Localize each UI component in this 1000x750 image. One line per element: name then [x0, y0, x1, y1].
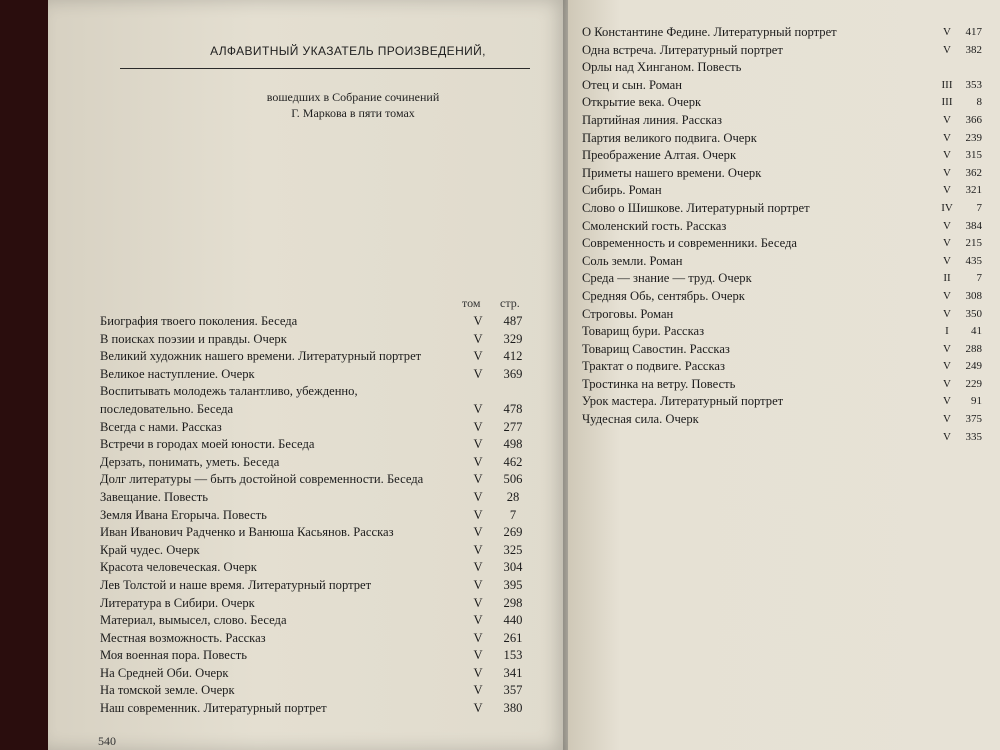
title-rule: [120, 68, 530, 69]
entry-page: 304: [503, 560, 523, 575]
entry-volume: V: [943, 342, 951, 355]
entry-title: Партийная линия. Рассказ: [582, 112, 722, 127]
entry-volume: V: [943, 237, 951, 250]
entry-title: Моя военная пора. Повесть: [100, 648, 248, 663]
entry-title: Долг литературы — быть достойной современности. Беседа: [100, 472, 424, 487]
index-entry: [100, 665, 523, 683]
entry-page: 261: [503, 630, 523, 645]
left-index-list: [100, 313, 523, 718]
entry-page: 487: [503, 314, 523, 328]
entry-volume: V: [473, 701, 483, 716]
right-index-list: [582, 24, 982, 446]
entry-page: 462: [503, 454, 523, 469]
index-entry: [582, 77, 982, 95]
entry-title: Лев Толстой и наше время. Литературный портрет: [100, 577, 372, 592]
index-entry: [100, 383, 523, 418]
entry-title: Соль земли. Роман: [582, 253, 683, 268]
entry-volume: V: [473, 613, 483, 628]
entry-volume: V: [473, 665, 483, 680]
entry-title: Строговы. Роман: [582, 306, 674, 321]
index-entry: [582, 42, 982, 60]
entry-page: 380: [503, 701, 523, 716]
index-title: АЛФАВИТНЫЙ УКАЗАТЕЛЬ ПРОИЗВЕДЕНИЙ,: [210, 44, 486, 58]
entry-title: Урок мастера. Литературный портрет: [582, 394, 784, 409]
entry-page: 498: [503, 437, 523, 452]
entry-title: На Средней Оби. Очерк: [100, 665, 229, 680]
entry-volume: V: [473, 683, 483, 698]
index-entry: [582, 24, 982, 42]
entry-page: 412: [503, 349, 523, 364]
entry-page: 366: [965, 113, 982, 126]
entry-page: 28: [506, 489, 520, 504]
entry-page: 8: [976, 96, 982, 109]
entry-page: 215: [965, 237, 982, 250]
entry-page: 239: [965, 131, 982, 144]
index-entry: [100, 595, 523, 613]
entry-page: 277: [503, 419, 523, 434]
entry-title: Дерзать, понимать, уметь. Беседа: [100, 454, 280, 469]
entry-title: О Константине Федине. Литературный портрет: [582, 25, 837, 39]
entry-volume: V: [943, 166, 951, 179]
entry-page: 382: [965, 43, 982, 56]
entry-page: 229: [965, 377, 982, 390]
entry-volume: V: [943, 149, 951, 162]
index-entry: [100, 612, 523, 630]
index-entry: [582, 270, 982, 288]
entry-title: Смоленский гость. Рассказ: [582, 218, 727, 233]
index-entry: [582, 94, 982, 112]
entry-page: 369: [503, 366, 523, 381]
entry-title: Средняя Обь, сентябрь. Очерк: [582, 288, 745, 303]
entry-page: 7: [976, 272, 982, 285]
entry-title: Красота человеческая. Очерк: [100, 560, 257, 575]
entry-volume: V: [943, 254, 951, 267]
entry-title: Иван Иванович Радченко и Ванюша Касьянов. Рассказ: [100, 525, 394, 540]
entry-volume: V: [473, 419, 483, 434]
index-entry: [100, 348, 523, 366]
entry-volume: V: [473, 331, 483, 346]
entry-volume: V: [473, 577, 483, 592]
entry-page: 298: [503, 595, 523, 610]
index-entry: [582, 341, 982, 359]
index-entry: [100, 630, 523, 648]
entry-page: 417: [965, 26, 982, 38]
index-entry: [582, 182, 982, 200]
index-entry: [582, 59, 982, 77]
entry-title: Всегда с нами. Рассказ: [100, 419, 222, 434]
entry-title: Великий художник нашего времени. Литературный портрет: [100, 349, 422, 364]
index-entry: [582, 130, 982, 148]
entry-volume: V: [473, 560, 483, 575]
entry-page: 7: [509, 507, 517, 522]
entry-volume: V: [473, 648, 483, 663]
entry-title: Орлы над Хинганом. Повесть: [582, 60, 742, 75]
entry-page: 249: [965, 360, 982, 373]
index-entry: [100, 507, 520, 525]
entry-title: Тростинка на ветру. Повесть: [582, 376, 736, 391]
entry-volume: IV: [941, 201, 953, 214]
entry-title: Воспитывать молодежь талантливо, убежденно, последовательно. Беседа: [100, 384, 358, 416]
entry-title: На томской земле. Очерк: [100, 683, 235, 698]
index-entry: [582, 165, 982, 183]
index-entry: [582, 306, 982, 324]
index-entry: [100, 436, 523, 454]
entry-volume: V: [473, 401, 483, 416]
index-entry: [582, 288, 982, 306]
entry-page: 357: [503, 683, 523, 698]
index-entry: [100, 366, 523, 384]
entry-volume: V: [943, 377, 951, 390]
index-entry: [582, 358, 982, 376]
entry-title: Чудесная сила. Очерк: [582, 412, 699, 427]
entry-volume: V: [473, 472, 483, 487]
entry-title: Слово о Шишкове. Литературный портрет: [582, 200, 810, 215]
index-entry: [582, 393, 982, 411]
index-entry: [582, 376, 982, 394]
entry-title: Литература в Сибири. Очерк: [100, 595, 255, 610]
index-entry: [100, 542, 523, 560]
index-entry: [100, 577, 523, 595]
entry-page: 395: [503, 577, 523, 592]
column-header-volume: том: [462, 296, 481, 310]
entry-title: Местная возможность. Рассказ: [100, 630, 266, 645]
index-entry: [582, 147, 982, 165]
entry-volume: V: [473, 542, 483, 557]
entry-title: Завещание. Повесть: [100, 489, 209, 504]
entry-title: Среда — знание — труд. Очерк: [582, 271, 752, 286]
entry-page: 7: [976, 201, 982, 214]
entry-volume: V: [943, 360, 951, 373]
entry-volume: V: [473, 366, 483, 381]
entry-title: Партия великого подвига. Очерк: [582, 130, 757, 145]
entry-volume: III: [941, 78, 953, 91]
entry-title: Великое наступление. Очерк: [100, 366, 255, 381]
entry-volume: V: [943, 43, 951, 56]
entry-title: Край чудес. Очерк: [100, 542, 200, 557]
entry-title: Товарищ бури. Рассказ: [582, 324, 705, 339]
entry-volume: V: [473, 595, 483, 610]
entry-volume: V: [943, 219, 951, 232]
entry-title: Биография твоего поколения. Беседа: [100, 314, 298, 328]
entry-page: 315: [965, 149, 982, 162]
index-entry: [100, 647, 523, 665]
entry-title: Отец и сын. Роман: [582, 77, 683, 92]
index-entry: [100, 313, 523, 331]
entry-page: 325: [503, 542, 523, 557]
entry-page: 506: [503, 472, 523, 487]
entry-volume: V: [473, 489, 483, 504]
index-entry: [582, 112, 982, 130]
entry-page: 321: [965, 184, 982, 197]
page-number: 540: [98, 734, 116, 748]
index-entry: [100, 419, 523, 437]
entry-title: Одна встреча. Литературный портрет: [582, 42, 783, 57]
entry-title: Современность и современники. Беседа: [582, 236, 798, 251]
entry-page: 478: [503, 401, 523, 416]
entry-page: 335: [965, 430, 982, 443]
column-header-page: стр.: [500, 296, 520, 310]
entry-volume: V: [473, 525, 483, 540]
index-entry: [582, 411, 982, 429]
right-page: [568, 0, 1000, 750]
entry-volume: V: [943, 307, 951, 320]
entry-page: 435: [965, 254, 982, 267]
index-entry: [100, 682, 523, 700]
entry-volume: V: [473, 630, 483, 645]
entry-page: 41: [971, 325, 982, 338]
index-entry: [582, 323, 982, 341]
entry-volume: V: [473, 454, 483, 469]
entry-volume: V: [943, 413, 951, 426]
index-entry: [100, 454, 523, 472]
entry-page: 341: [503, 665, 523, 680]
entry-volume: V: [943, 289, 951, 302]
left-page: [48, 0, 568, 750]
entry-title: Преображение Алтая. Очерк: [582, 148, 737, 163]
entry-volume: V: [943, 131, 951, 144]
index-entry: [100, 559, 523, 577]
entry-volume: V: [943, 113, 951, 126]
entry-title: Земля Ивана Егорыча. Повесть: [100, 507, 267, 522]
subtitle-line-2: Г. Маркова в пяти томах: [291, 106, 415, 120]
index-entry: [100, 471, 523, 489]
index-entry: [100, 524, 523, 542]
entry-title: Сибирь. Роман: [582, 183, 662, 198]
index-entry: [100, 700, 523, 718]
index-entry: [582, 235, 982, 253]
entry-page: 288: [965, 342, 982, 355]
entry-title: Встречи в городах моей юности. Беседа: [100, 437, 315, 452]
entry-volume: II: [943, 272, 951, 285]
entry-volume: V: [473, 314, 483, 328]
entry-page: 153: [503, 648, 523, 663]
entry-page: 375: [965, 413, 982, 426]
entry-title: В поисках поэзии и правды. Очерк: [100, 331, 287, 346]
entry-title: Товарищ Савостин. Рассказ: [582, 341, 730, 356]
index-entry: [582, 429, 982, 447]
index-entry: [582, 218, 982, 236]
entry-page: 440: [503, 613, 523, 628]
entry-page: 350: [965, 307, 982, 320]
subtitle-line-1: вошедших в Собрание сочинений: [266, 90, 440, 104]
index-entry: [100, 331, 523, 349]
entry-page: 269: [503, 525, 523, 540]
entry-volume: III: [941, 96, 953, 109]
entry-page: 329: [503, 331, 523, 346]
entry-title: Открытие века. Очерк: [582, 95, 702, 110]
entry-volume: V: [473, 349, 483, 364]
entry-volume: V: [943, 430, 951, 443]
index-entry: [582, 253, 982, 271]
entry-title: Наш современник. Литературный портрет: [100, 701, 327, 716]
index-entry: [100, 489, 520, 507]
entry-volume: V: [943, 395, 951, 408]
entry-page: 91: [971, 395, 982, 408]
entry-page: 353: [965, 78, 982, 91]
entry-volume: V: [473, 437, 483, 452]
entry-volume: V: [473, 507, 483, 522]
entry-page: 362: [965, 166, 982, 179]
entry-title: Материал, вымысел, слово. Беседа: [100, 613, 287, 628]
entry-volume: V: [943, 184, 951, 197]
entry-page: 308: [965, 289, 982, 302]
entry-title: Трактат о подвиге. Рассказ: [582, 359, 725, 374]
entry-page: 384: [965, 219, 982, 232]
index-entry: [582, 200, 982, 218]
entry-volume: I: [945, 325, 949, 338]
entry-title: Приметы нашего времени. Очерк: [582, 165, 762, 180]
entry-volume: V: [943, 26, 951, 38]
